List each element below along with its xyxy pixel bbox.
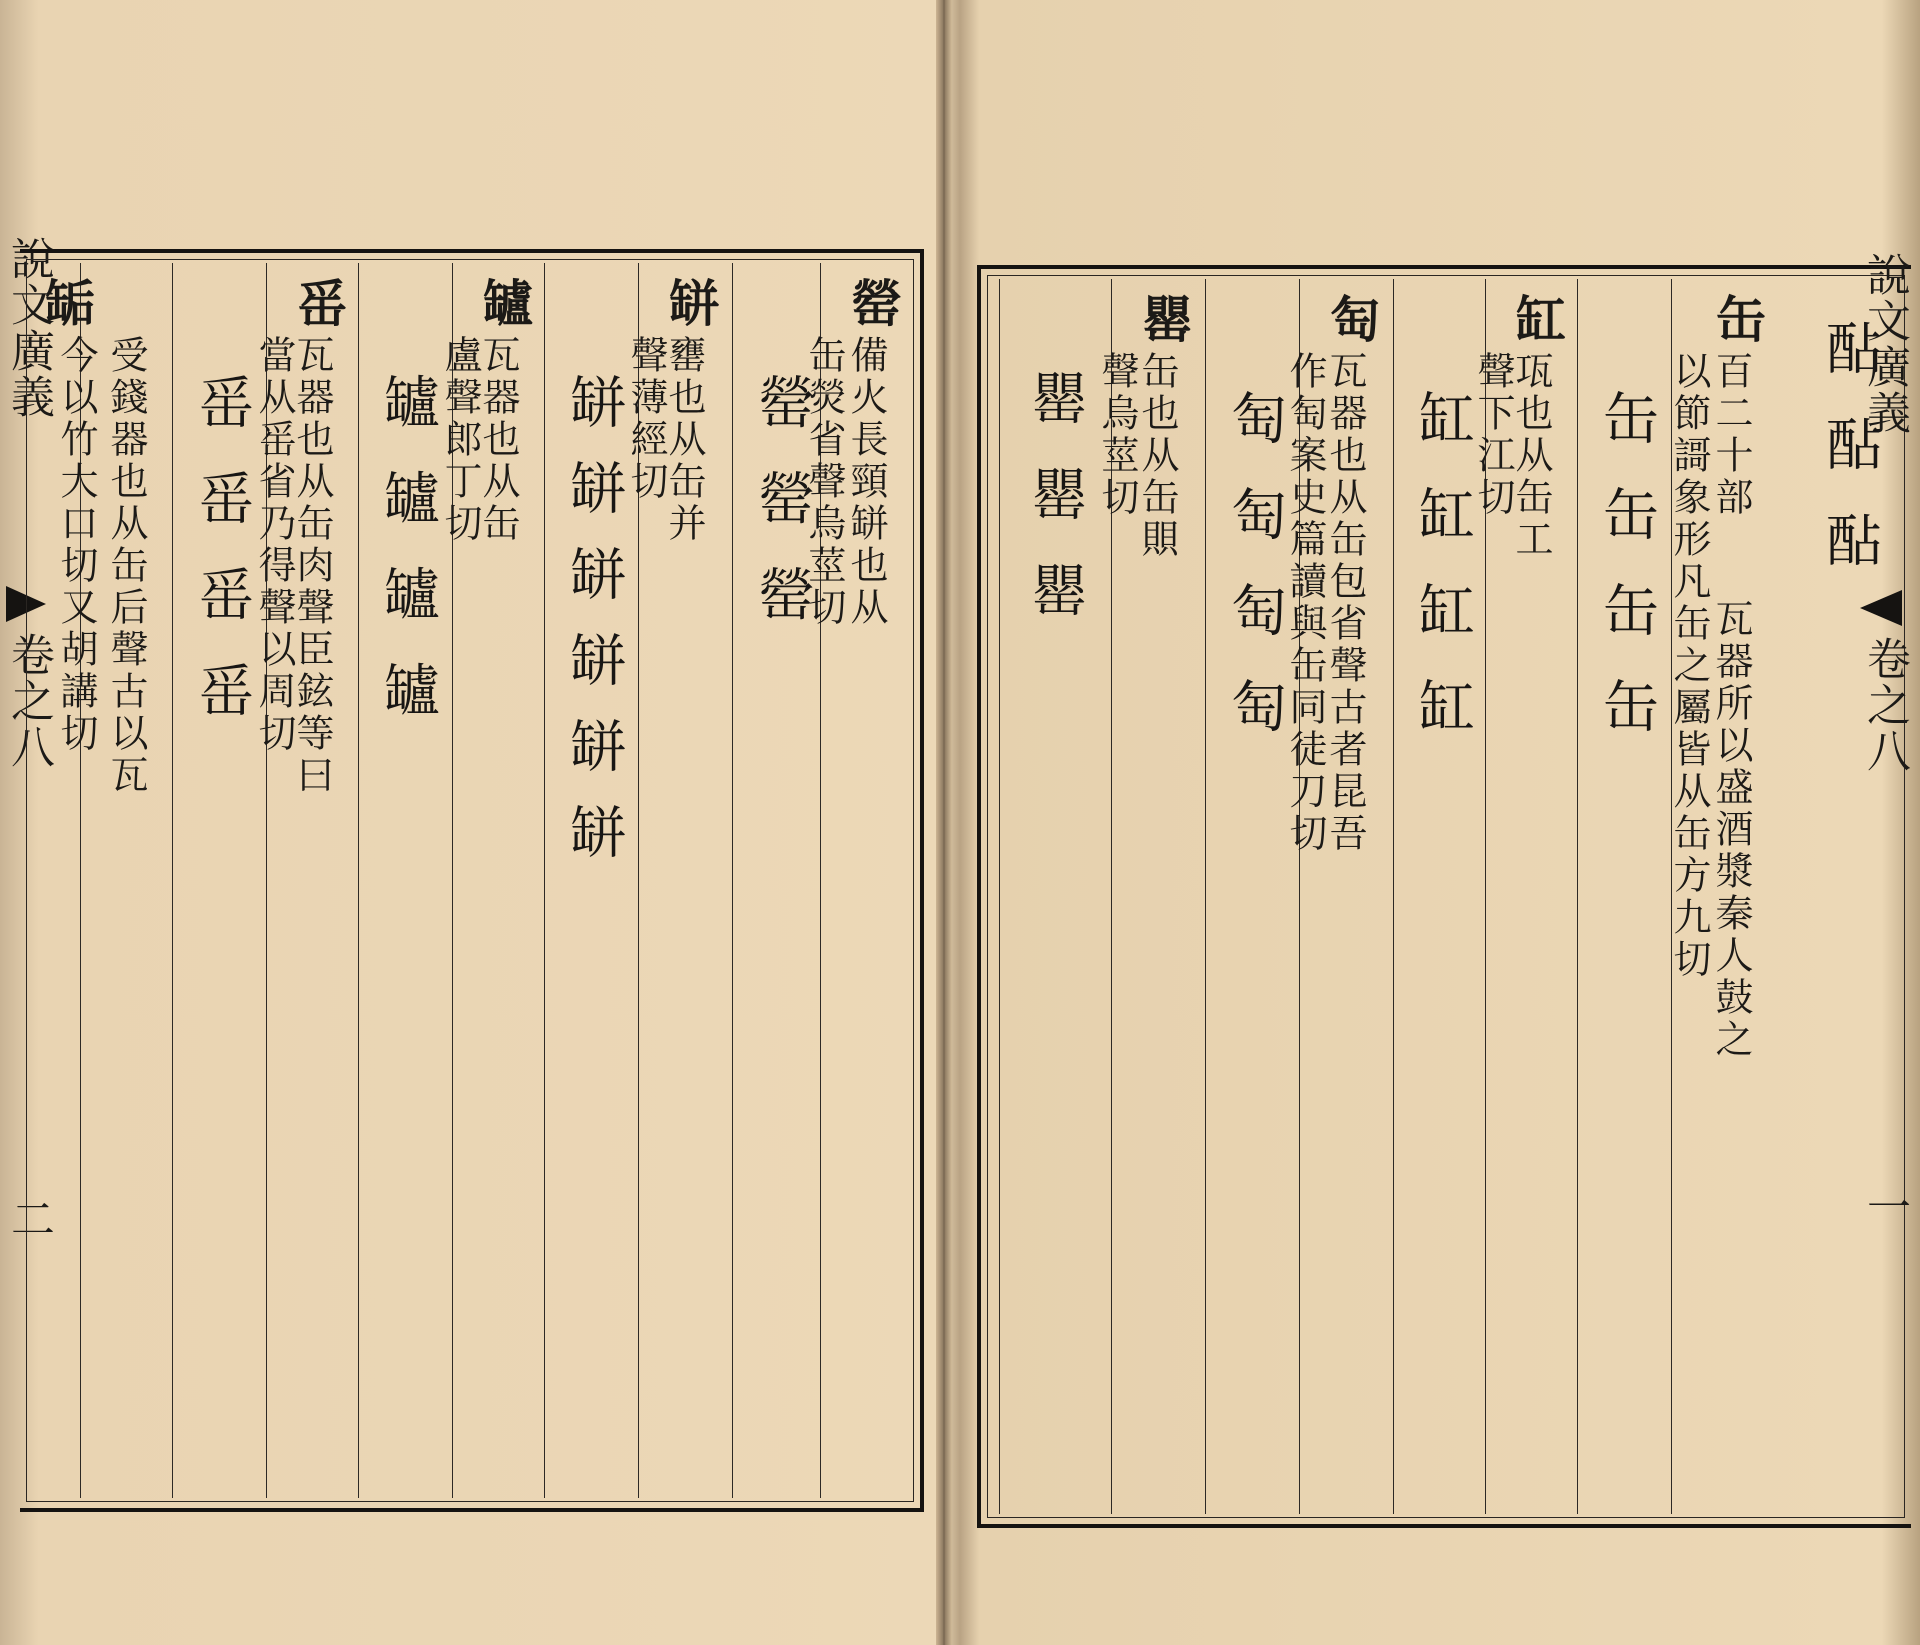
entry-gloss-right: 瓦器也从缶 (476, 335, 520, 545)
entry-gloss-extra: 瓦器所以盛酒漿秦人鼓之 (1709, 599, 1753, 1061)
right-text-frame (977, 265, 1911, 1528)
right-col-6 (1283, 279, 1394, 1514)
entry-head: 匋 (1322, 293, 1381, 343)
entry-head: 缿 (37, 277, 96, 327)
entry-gloss-right: 缶也从缶賏 (1135, 351, 1179, 561)
entry-gloss-right: 瓦器也从缶包省聲古者昆吾 (1323, 351, 1367, 855)
seal-forms: 罃罃罃 (749, 373, 814, 661)
right-col-3 (1577, 279, 1672, 1514)
left-text-frame (20, 249, 924, 1512)
right-col-5 (1393, 279, 1486, 1514)
seal-forms: 罏罏罏罏 (375, 373, 440, 757)
right-col-9 (999, 279, 1112, 1514)
entry-gloss-left: 當从䍃省乃得聲以周切 (252, 335, 296, 755)
entry-gloss-right: 受錢器也从缶后聲古以瓦 (104, 335, 148, 797)
entry-head: 缾 (661, 277, 720, 327)
right-page (952, 0, 1920, 1645)
book-gutter (936, 0, 952, 1645)
entry-head: 缸 (1508, 293, 1567, 343)
left-folio-number: 二 (3, 1196, 54, 1242)
entry-gloss-right: 瓨也从缶工 (1509, 351, 1553, 561)
left-col-7 (252, 263, 359, 1498)
left-col-6 (358, 263, 453, 1498)
left-juan-label: 卷之八 (3, 632, 54, 770)
left-col-9 (37, 263, 173, 1498)
right-margin-title: 說文廣義 (1859, 252, 1910, 436)
right-col-7 (1205, 279, 1300, 1514)
right-col-8 (1095, 279, 1206, 1514)
entry-gloss-right: 瓦器也从缶肉聲臣鉉等曰 (290, 335, 334, 797)
entry-gloss-left: 盧聲郎丁切 (438, 335, 482, 545)
entry-gloss-left: 以節謌象形凡缶之屬皆从缶方九切 (1667, 351, 1711, 981)
entry-head: 罌 (1134, 293, 1193, 343)
left-col-4 (544, 263, 639, 1498)
entry-head: 罃 (843, 277, 902, 327)
entry-gloss-left: 今以竹大口切又胡講切 (54, 335, 98, 755)
entry-head: 缶 (1708, 293, 1767, 343)
left-col-2 (732, 263, 821, 1498)
entry-gloss-left: 作匋案史篇讀與缶同徒刀切 (1283, 351, 1327, 855)
entry-head: 罏 (475, 277, 534, 327)
seal-forms: 酟酟酟 (1817, 319, 1882, 607)
right-folio-number: 一 (1859, 1184, 1910, 1230)
entry-gloss-right: 百二十部 (1709, 351, 1753, 519)
seal-forms: 罌罌罌 (1022, 369, 1087, 657)
entry-gloss-left: 聲薄經切 (624, 335, 668, 503)
entry-head: 䍃 (289, 277, 348, 327)
entry-gloss-left: 聲烏莖切 (1095, 351, 1139, 519)
seal-forms: 匋匋匋匋 (1222, 389, 1287, 773)
right-col-2 (1667, 279, 1782, 1514)
left-col-1 (802, 263, 913, 1498)
seal-forms: 缶缶缶缶 (1594, 389, 1659, 773)
seal-forms: 缸缸缸缸 (1410, 389, 1475, 773)
entry-gloss-left: 聲下江切 (1471, 351, 1515, 519)
right-col-4 (1471, 279, 1578, 1514)
right-col-1 (1781, 279, 1911, 1514)
right-juan-label: 卷之八 (1859, 636, 1910, 774)
right-fish-tail-mark (1860, 590, 1902, 626)
seal-forms: 䍃䍃䍃䍃 (189, 373, 254, 757)
seal-forms: 缾缾缾缾缾缾 (561, 373, 626, 889)
entry-gloss-left: 缶熒省聲烏莖切 (802, 335, 846, 629)
entry-gloss-right: 備火長頸缾也从 (844, 335, 888, 629)
left-col-8 (172, 263, 267, 1498)
left-margin-title: 說文廣義 (3, 236, 54, 420)
left-col-3 (624, 263, 733, 1498)
left-col-5 (438, 263, 545, 1498)
left-page (0, 0, 936, 1645)
entry-gloss-right: 罋也从缶并 (662, 335, 706, 545)
